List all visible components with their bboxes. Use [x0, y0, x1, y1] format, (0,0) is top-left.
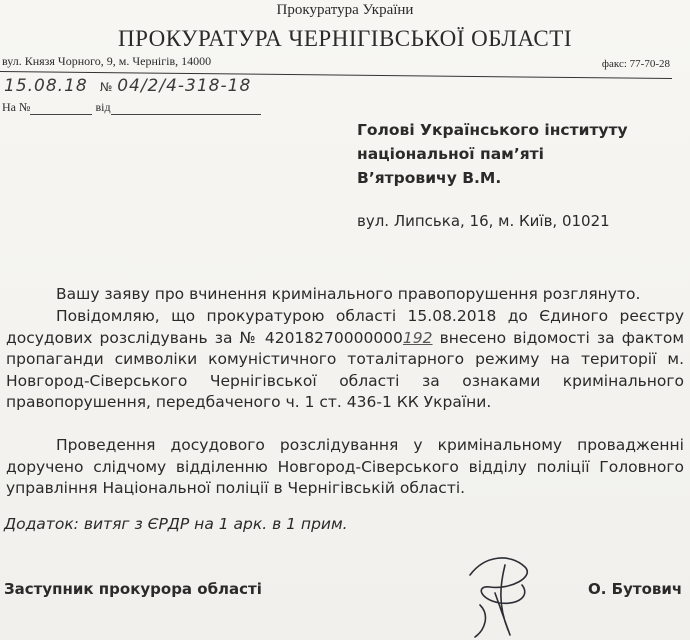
recipient-line: національної пам’яті: [357, 145, 544, 163]
reference-from-label: від: [95, 100, 111, 114]
registration-date: 15.08.18: [4, 76, 88, 96]
signatory-name: О. Бутович: [588, 580, 683, 598]
recipient-line: Голові Українського інституту: [357, 121, 628, 139]
registration-number: 04/2/4-318-18: [117, 76, 252, 96]
paragraph-3: Проведення досудового розслідування у кримінальному провадженні доручено слідчому відділенню Новгород-Сіверського відділу поліції Головного управління Національної поліції в Чернігівській області.: [6, 436, 684, 497]
registration-stamp: [4, 76, 251, 96]
recipient-block: [357, 118, 628, 190]
fax-number: факс: 77-70-28: [601, 58, 670, 70]
reference-date-blank: [111, 104, 261, 115]
paragraph-1: Вашу заяву про вчинення кримінального правопорушення розглянуто.: [56, 285, 641, 303]
handwritten-signature: [450, 545, 550, 640]
signatory-title: Заступник прокурора області: [4, 580, 262, 598]
reference-label: На №: [2, 100, 31, 114]
attachment-note: Додаток: витяг з ЄРДР на 1 арк. в 1 прим.: [4, 515, 348, 533]
parent-organization: Прокуратура України: [276, 2, 414, 18]
reference-line: [2, 100, 261, 115]
handwritten-number: 192: [402, 328, 433, 347]
paragraph-2-end: внесено відомості за фактом пропаганди символіки комуністичного тоталітарного режиму на території м. Новгород-Сіверського Чернігівської області за ознаками кримінального правопорушення, передбаченого ч. 1 ст. 436-1 КК України.: [6, 328, 685, 411]
recipient-address: вул. Липська, 16, м. Київ, 01021: [357, 212, 610, 230]
organization-title: ПРОКУРАТУРА ЧЕРНІГІВСЬКОЇ ОБЛАСТІ: [118, 26, 572, 51]
recipient-name: В’ятровичу В.М.: [357, 169, 502, 187]
organization-address: вул. Князя Чорного, 9, м. Чернігів, 14000: [2, 54, 212, 68]
paragraph-2: [6, 306, 684, 414]
paragraph-2-start: Повідомляю, що прокуратурою області 15.08.2018 до Єдиного реєстру досудових розслідувань за № 42018270000000: [6, 307, 684, 347]
reference-blank: [30, 104, 92, 115]
number-label: №: [99, 80, 114, 94]
